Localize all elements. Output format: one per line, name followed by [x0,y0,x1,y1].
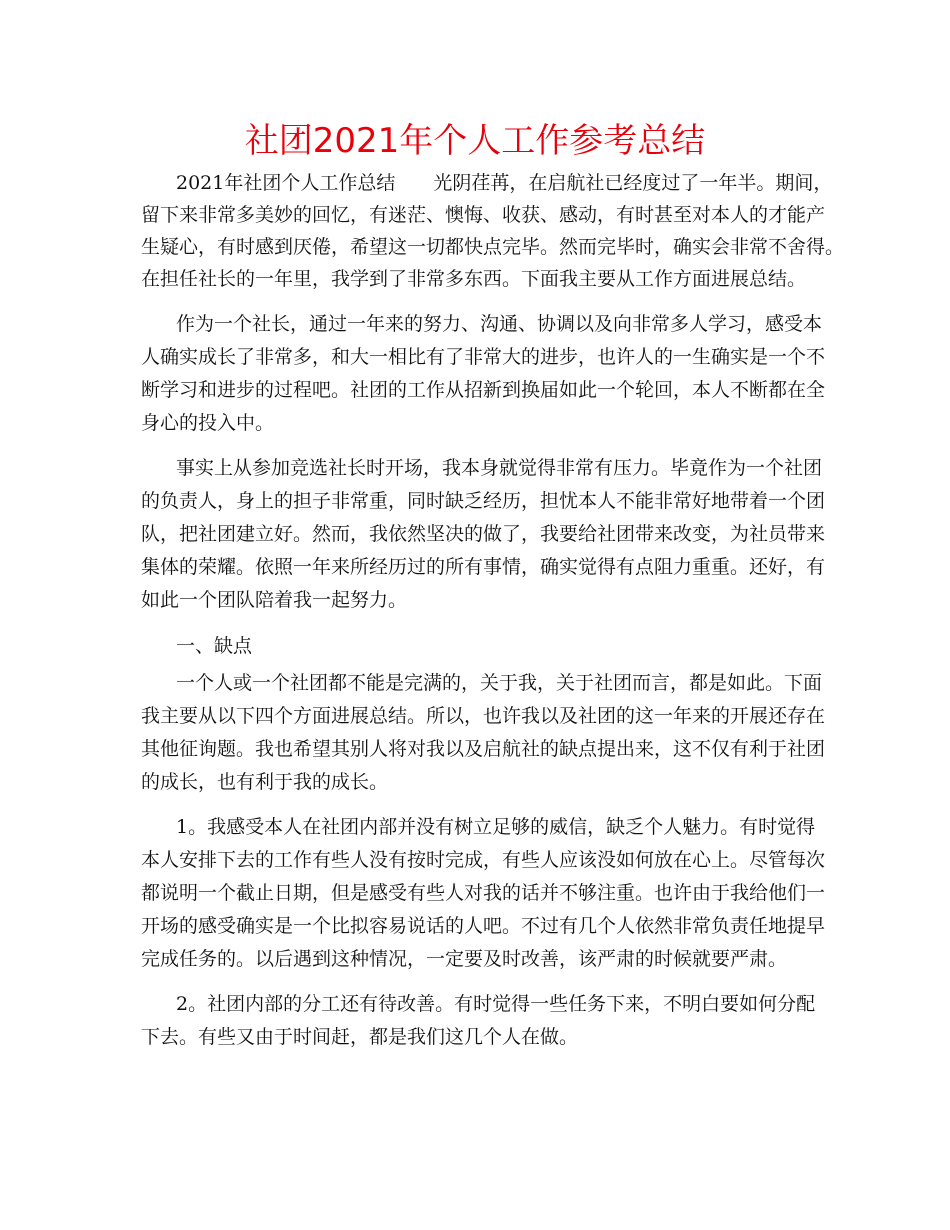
text-line: 一个人或一个社团都不能是完满的，关于我，关于社团而言，都是如此。下面 [176,672,823,694]
text-line: 人确实成长了非常多，和大一相比有了非常大的进步，也许人的一生确实是一个不 [141,346,826,368]
text-line: 留下来非常多美妙的回忆，有迷茫、懊悔、收获、感动，有时甚至对本人的才能产 [141,204,826,226]
text-line: 完成任务的。以后遇到这种情况，一定要及时改善，该严肃的时候就要严肃。 [141,948,788,970]
text-line: 都说明一个截止日期，但是感受有些人对我的话并不够注重。也许由于我给他们一 [141,882,826,904]
text-line: 在担任社长的一年里，我学到了非常多东西。下面我主要从工作方面进展总结。 [141,268,807,290]
text-line: 如此一个团队陪着我一起努力。 [141,589,408,611]
text-line: 的负责人，身上的担子非常重，同时缺乏经历，担忧本人不能非常好地带着一个团 [141,490,826,512]
text-line: 作为一个社长，通过一年来的努力、沟通、协调以及向非常多人学习，感受本 [176,313,823,335]
text-line: 集体的荣耀。依照一年来所经历过的所有事情，确实觉得有点阻力重重。还好，有 [141,556,826,578]
text-line: 本人安排下去的工作有些人没有按时完成，有些人应该没如何放在心上。尽管每次 [141,849,826,871]
document-title: 社团2021年个人工作参考总结 [244,121,706,161]
text-line: 身心的投入中。 [141,412,275,434]
text-line: 下去。有些又由于时间赶，都是我们这几个人在做。 [141,1026,579,1048]
text-line: 1。我感受本人在社团内部并没有树立足够的威信，缺乏个人魅力。有时觉得 [176,816,816,838]
text-line: 事实上从参加竞选社长时开场，我本身就觉得非常有压力。毕竟作为一个社团 [176,457,823,479]
section-heading: 一、缺点 [176,635,253,657]
text-line: 断学习和进步的过程吧。社团的工作从招新到换届如此一个轮回，本人不断都在全 [141,379,826,401]
text-line: 2。社团内部的分工还有待改善。有时觉得一些任务下来，不明白要如何分配 [176,993,816,1015]
text-line: 开场的感受确实是一个比拟容易说话的人吧。不过有几个人依然非常负责任地提早 [141,915,826,937]
text-line: 2021年社团个人工作总结 光阴荏苒，在启航社已经度过了一年半。期间， [176,172,833,194]
text-line: 我主要从以下四个方面进展总结。所以，也许我以及社团的这一年来的开展还存在 [141,705,826,727]
text-line: 的成长，也有利于我的成长。 [141,771,389,793]
text-line: 生疑心，有时感到厌倦，希望这一切都快点完毕。然而完毕时，确实会非常不舍得。 [141,236,845,258]
text-line: 其他征询题。我也希望其别人将对我以及启航社的缺点提出来，这不仅有利于社团 [141,738,826,760]
text-line: 队，把社团建立好。然而，我依然坚决的做了，我要给社团带来改变，为社员带来 [141,523,826,545]
